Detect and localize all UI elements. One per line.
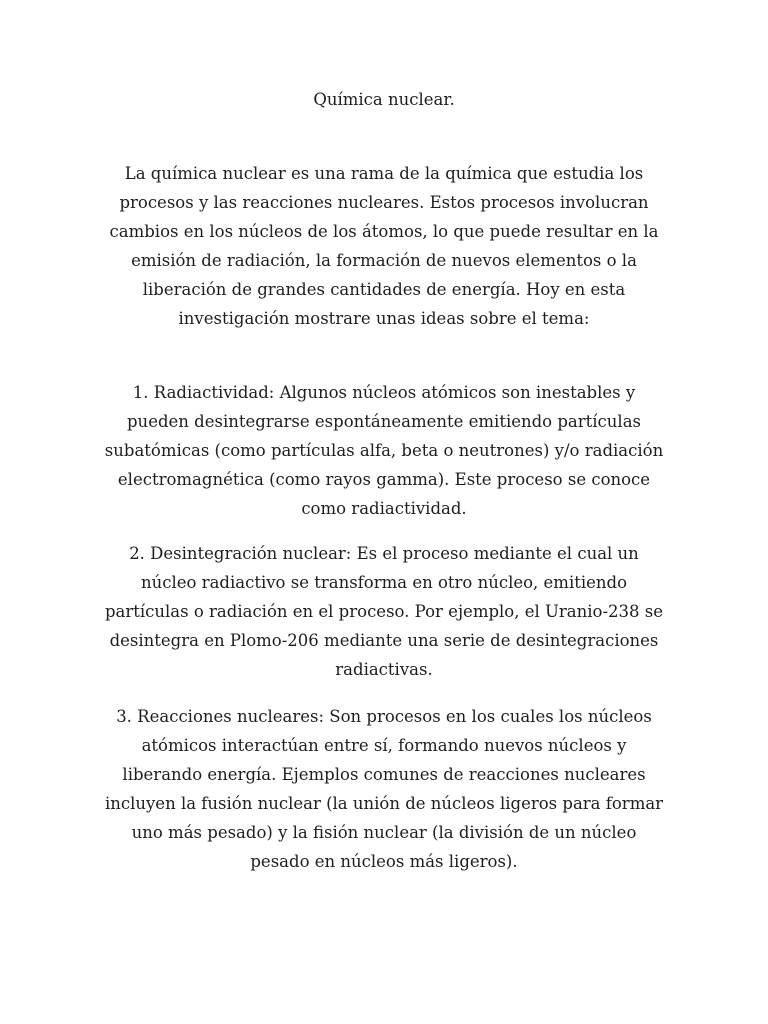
reacciones-paragraph: 3. Reacciones nucleares: Son procesos en los cuales los núcleos atómicos interactúan entre sí, formando nuevos núcleos y liberando energía. Ejemplos comunes de reacciones nucleares incluyen la fusión nuclear (la unión de núcleos ligeros para formar uno más pesado) y la fisión nuclear (la división de un núcleo pesado en núcleos más ligeros). — [104, 707, 664, 871]
radiactividad-paragraph: 1. Radiactividad: Algunos núcleos atómicos son inestables y pueden desintegrarse espontáneamente emitiendo partículas subatómicas (como partículas alfa, beta o neutrones) y/o radiación electromagnética (como rayos gamma). Este proceso se conoce como radiactividad. — [104, 383, 664, 518]
document-title: Química nuclear. — [313, 90, 455, 109]
desintegracion-paragraph: 2. Desintegración nuclear: Es el proceso mediante el cual un núcleo radiactivo se transforma en otro núcleo, emitiendo partículas o radiación en el proceso. Por ejemplo, el Uranio-238 se desintegra en Plomo-206 mediante una serie de desintegraciones radiactivas. — [104, 544, 664, 679]
intro-paragraph: La química nuclear es una rama de la química que estudia los procesos y las reacciones nucleares. Estos procesos involucran cambios en los núcleos de los átomos, lo que puede resultar en la emisión de radiación, la formación de nuevos elementos o la liberación de grandes cantidades de energía. Hoy en esta investigación mostrare unas ideas sobre el tema: — [109, 164, 659, 328]
